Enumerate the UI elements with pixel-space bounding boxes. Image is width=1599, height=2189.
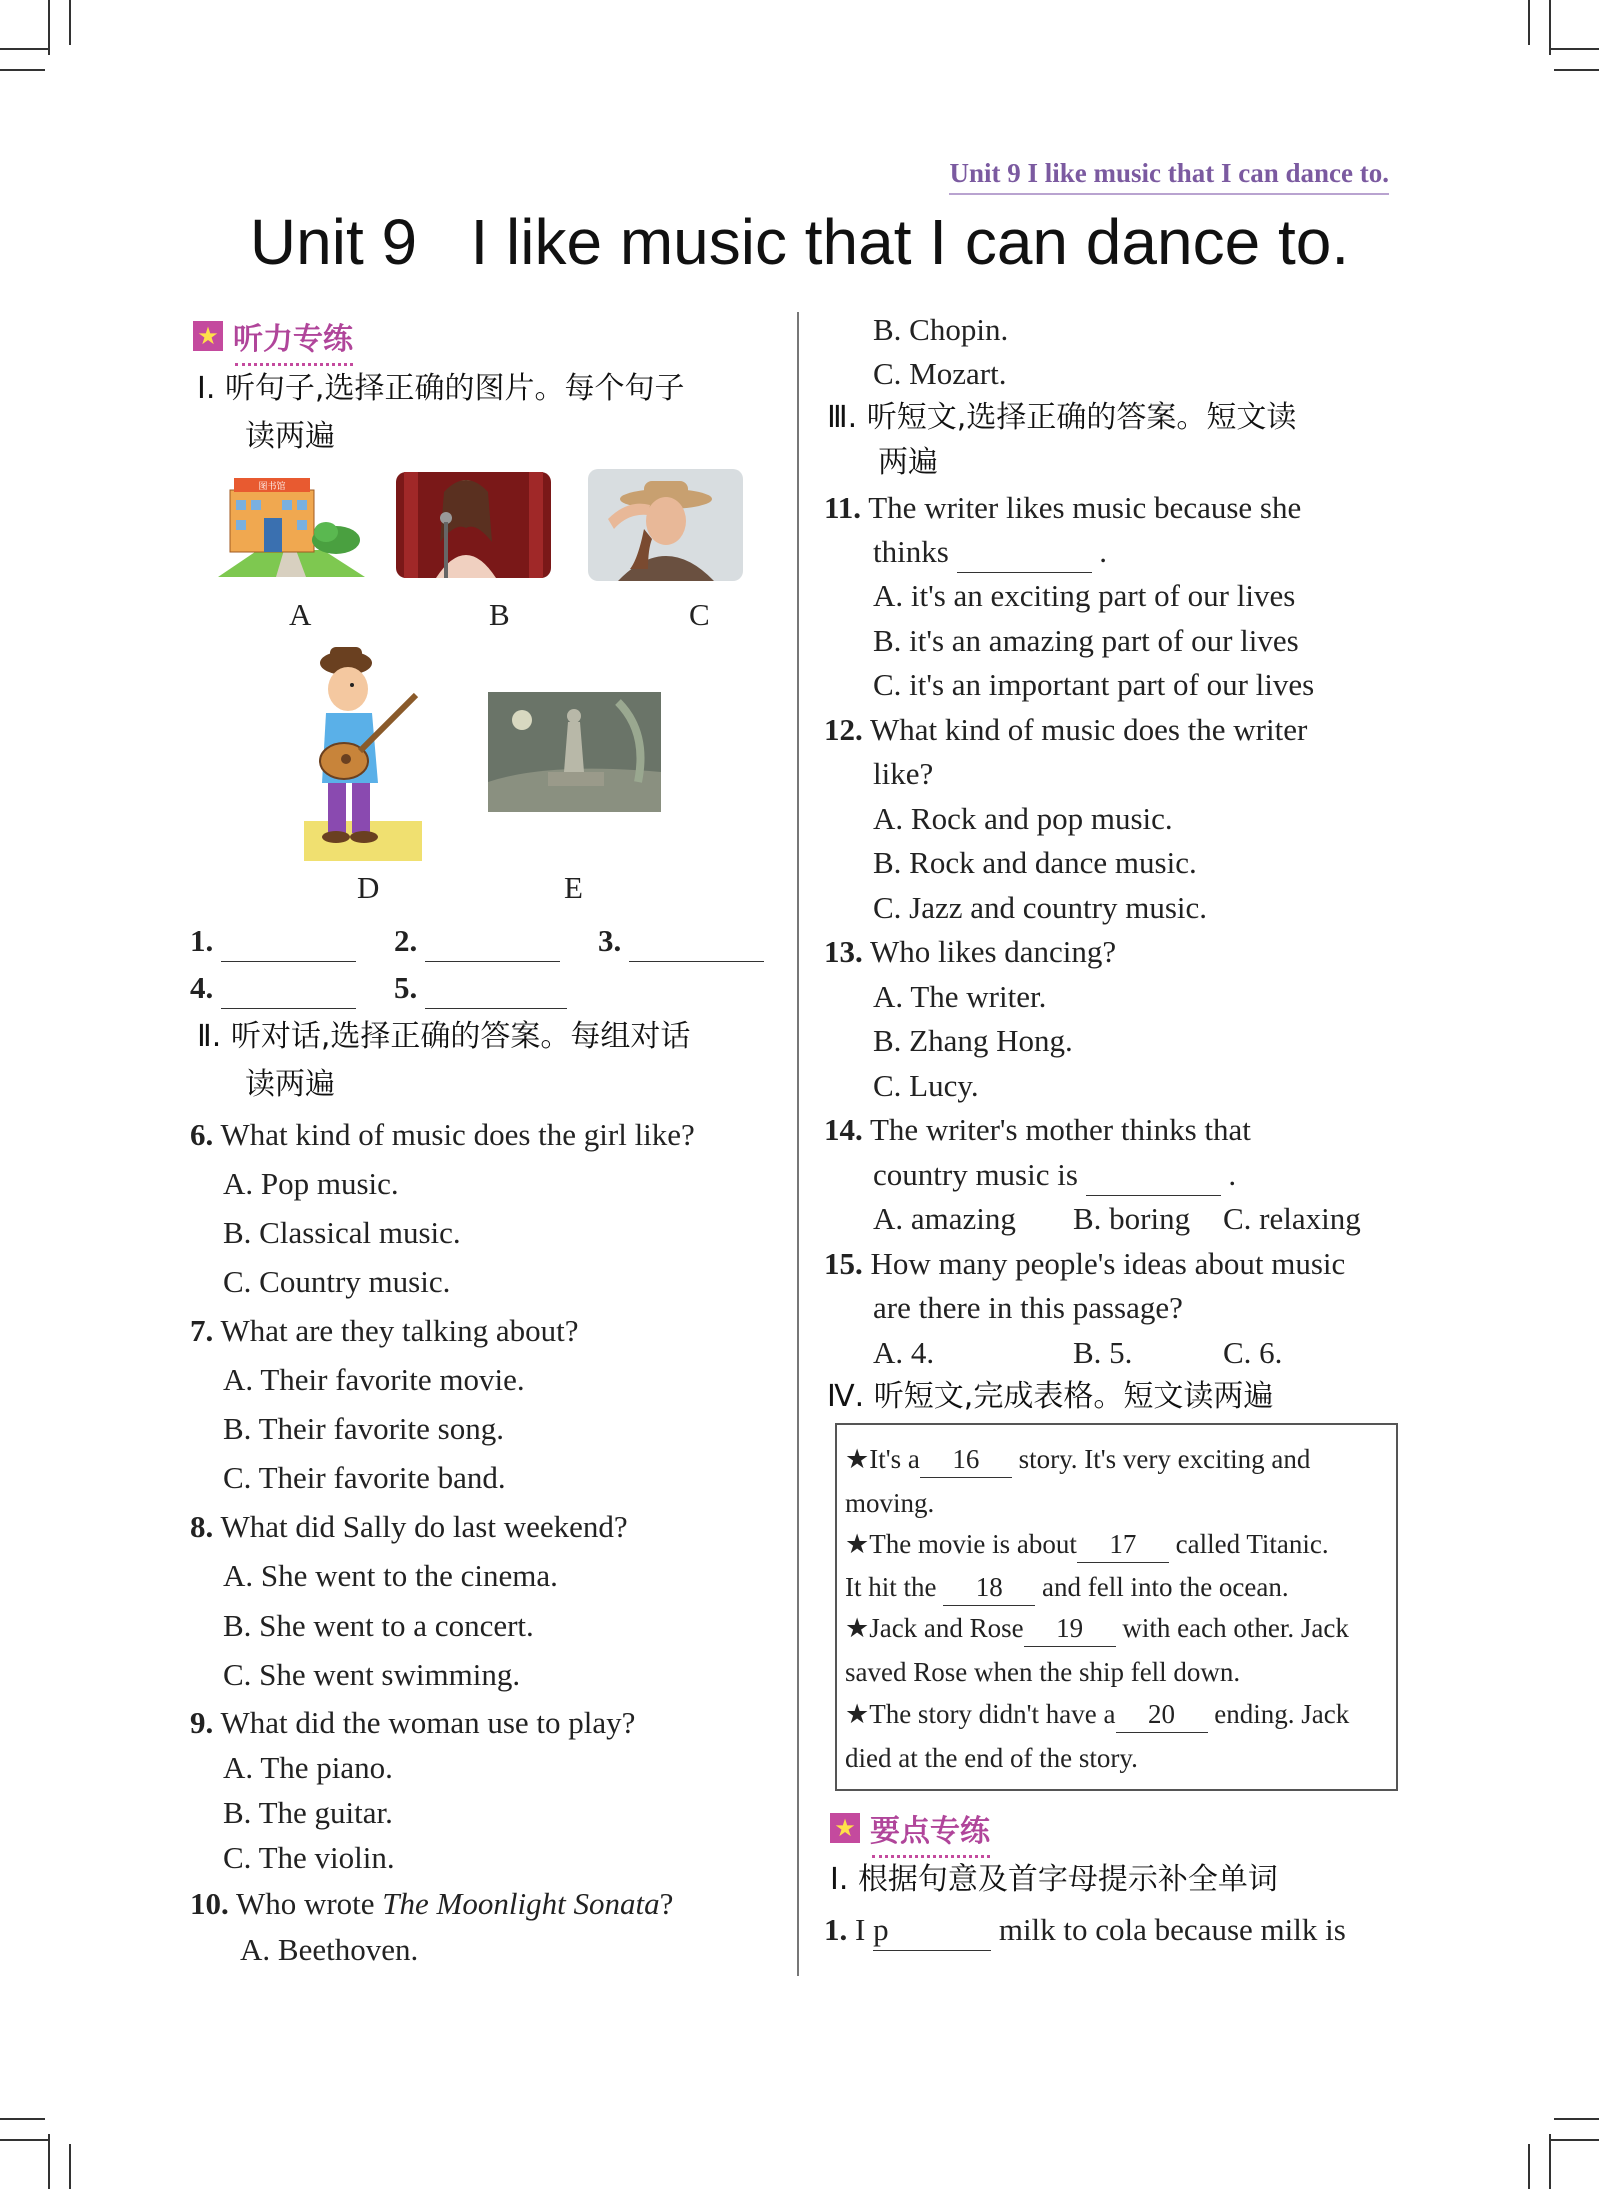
picture-label-b: B: [489, 597, 510, 632]
instruction: 听短文,选择正确的答案。短文读: [866, 400, 1297, 435]
instruction: 听对话,选择正确的答案。每组对话: [230, 1019, 691, 1054]
option[interactable]: A. The writer.: [873, 979, 1047, 1014]
answer-1: 1.: [190, 921, 356, 962]
question-8: 8. What did Sally do last weekend?: [190, 1509, 628, 1544]
picture-d-boy-guitar: [300, 643, 425, 861]
question-12: 12. What kind of music does the writer: [824, 712, 1308, 747]
roman-numeral: Ⅰ.: [197, 371, 216, 406]
crop-mark: [1528, 0, 1530, 45]
answer-4: 4.: [190, 968, 356, 1009]
question-9: 9. What did the woman use to play?: [190, 1705, 636, 1740]
question-11: 11. The writer likes music because she: [824, 490, 1302, 525]
running-header: Unit 9 I like music that I can dance to.: [949, 158, 1389, 195]
option[interactable]: B. Classical music.: [223, 1215, 461, 1250]
crop-mark: [1554, 69, 1599, 71]
option[interactable]: C. She went swimming.: [223, 1657, 521, 1692]
part3-heading: [827, 395, 1296, 441]
question-6: 6. What kind of music does the girl like?: [190, 1117, 695, 1152]
option[interactable]: A. Rock and pop music.: [873, 801, 1173, 836]
points-question-1: 1. I p milk to cola because milk is: [824, 1910, 1346, 1951]
option[interactable]: C. it's an important part of our lives: [873, 667, 1315, 702]
picture-label-e: E: [564, 870, 583, 905]
section-title: 听力专练: [233, 322, 353, 357]
part4-heading: [827, 1374, 1273, 1420]
answer-blank[interactable]: [957, 532, 1092, 573]
question-14: 14. The writer's mother thinks that: [824, 1112, 1251, 1147]
crop-mark: [48, 0, 50, 55]
crop-mark: [0, 69, 45, 71]
crop-mark: [1551, 48, 1599, 50]
table-row-20: ★The story didn't have a 20 ending. Jack: [845, 1696, 1349, 1733]
star-icon: ★: [830, 1813, 860, 1843]
points-part1-heading: [830, 1857, 1278, 1903]
section-heading-points: [830, 1806, 990, 1850]
answer-blank[interactable]: [425, 968, 567, 1009]
picture-label-a: A: [289, 597, 312, 632]
answer-blank[interactable]: p: [873, 1910, 991, 1951]
answer-2: 2.: [394, 921, 560, 962]
crop-mark: [69, 0, 71, 45]
table-row-16: ★It's a 16 story. It's very exciting and: [845, 1441, 1310, 1478]
picture-a-library: [218, 472, 365, 577]
answer-5: 5.: [394, 968, 567, 1009]
part1-heading-cont: 读两遍: [245, 419, 335, 454]
fill-in-table: [835, 1423, 1398, 1791]
option[interactable]: C. Country music.: [223, 1264, 451, 1299]
question-14-cont: country music is .: [873, 1155, 1236, 1196]
option[interactable]: C. The violin.: [223, 1840, 395, 1875]
option[interactable]: C. Mozart.: [873, 356, 1007, 391]
table-row-19: ★Jack and Rose 19 with each other. Jack: [845, 1610, 1349, 1647]
option[interactable]: A. Beethoven.: [240, 1932, 419, 1967]
option[interactable]: B. Rock and dance music.: [873, 845, 1197, 880]
answer-blank-17[interactable]: 17: [1077, 1526, 1169, 1563]
answer-blank[interactable]: [221, 968, 356, 1009]
roman-numeral: Ⅱ.: [197, 1019, 222, 1054]
option[interactable]: B. boring: [1073, 1201, 1191, 1236]
section-heading-listening: [193, 314, 353, 358]
answer-blank-19[interactable]: 19: [1024, 1610, 1116, 1647]
table-row-17-cont: It hit the 18 and fell into the ocean.: [845, 1569, 1289, 1606]
option[interactable]: A. The piano.: [223, 1750, 393, 1785]
roman-numeral: Ⅲ.: [827, 400, 858, 435]
answer-blank[interactable]: [221, 921, 356, 962]
roman-numeral: Ⅰ.: [830, 1862, 849, 1897]
answer-blank-18[interactable]: 18: [943, 1569, 1035, 1606]
part2-heading: [197, 1014, 690, 1060]
crop-mark: [0, 2139, 48, 2141]
table-row-19-cont: saved Rose when the ship fell down.: [845, 1657, 1241, 1687]
section-title: 要点专练: [870, 1814, 990, 1849]
part1-heading: [197, 366, 684, 412]
crop-mark: [1549, 2134, 1551, 2189]
column-divider: [797, 312, 799, 1976]
question-15-cont: are there in this passage?: [873, 1290, 1183, 1325]
option[interactable]: A. Pop music.: [223, 1166, 399, 1201]
crop-mark: [1554, 2118, 1599, 2120]
table-row-20-cont: died at the end of the story.: [845, 1743, 1138, 1773]
option[interactable]: A. Their favorite movie.: [223, 1362, 525, 1397]
question-10: 10. Who wrote The Moonlight Sonata?: [190, 1886, 674, 1921]
roman-numeral: Ⅳ.: [827, 1379, 865, 1414]
table-row-17: ★The movie is about 17 called Titanic.: [845, 1526, 1329, 1563]
star-icon: ★: [193, 321, 223, 351]
option[interactable]: A. it's an exciting part of our lives: [873, 578, 1296, 613]
option[interactable]: B. 5.: [1073, 1335, 1133, 1370]
picture-e-statue: [488, 692, 661, 812]
option[interactable]: B. Their favorite song.: [223, 1411, 504, 1446]
crop-mark: [0, 48, 48, 50]
part3-heading-cont: 两遍: [878, 445, 938, 480]
instruction: 根据句意及首字母提示补全单词: [857, 1862, 1278, 1897]
picture-label-c: C: [689, 597, 710, 632]
crop-mark: [48, 2134, 50, 2189]
question-15: 15. How many people's ideas about music: [824, 1246, 1346, 1281]
option[interactable]: B. it's an amazing part of our lives: [873, 623, 1299, 658]
answer-blank[interactable]: [425, 921, 560, 962]
option[interactable]: B. Chopin.: [873, 312, 1009, 347]
option[interactable]: B. Zhang Hong.: [873, 1023, 1073, 1058]
question-7: 7. What are they talking about?: [190, 1313, 579, 1348]
answer-blank[interactable]: [629, 921, 764, 962]
svg-text:图书馆: 图书馆: [258, 482, 286, 492]
page-title: Unit 9 I like music that I can dance to.: [249, 206, 1350, 278]
option[interactable]: C. relaxing: [1223, 1201, 1361, 1236]
answer-blank-16[interactable]: 16: [920, 1441, 1012, 1478]
option[interactable]: C. Jazz and country music.: [873, 890, 1208, 925]
option[interactable]: C. 6.: [1223, 1335, 1283, 1370]
instruction: 听短文,完成表格。短文读两遍: [873, 1379, 1274, 1414]
crop-mark: [1549, 0, 1551, 55]
table-row-16-cont: moving.: [845, 1488, 935, 1518]
option[interactable]: C. Lucy.: [873, 1068, 979, 1103]
option[interactable]: A. She went to the cinema.: [223, 1558, 558, 1593]
question-11-cont: thinks .: [873, 532, 1107, 573]
crop-mark: [1528, 2144, 1530, 2189]
option[interactable]: B. The guitar.: [223, 1795, 393, 1830]
picture-b-singer: [396, 472, 551, 578]
option[interactable]: C. Their favorite band.: [223, 1460, 506, 1495]
picture-label-d: D: [357, 870, 380, 905]
answer-3: 3.: [598, 921, 764, 962]
part2-heading-cont: 读两遍: [245, 1067, 335, 1102]
question-12-cont: like?: [873, 756, 934, 791]
instruction: 听句子,选择正确的图片。每个句子: [224, 371, 685, 406]
picture-c-woman-hat: [588, 469, 743, 581]
question-13: 13. Who likes dancing?: [824, 934, 1117, 969]
crop-mark: [69, 2144, 71, 2189]
option[interactable]: A. amazing: [873, 1201, 1016, 1236]
answer-blank[interactable]: [1086, 1155, 1221, 1196]
answer-blank-20[interactable]: 20: [1116, 1696, 1208, 1733]
crop-mark: [1551, 2139, 1599, 2141]
option[interactable]: A. 4.: [873, 1335, 935, 1370]
option[interactable]: B. She went to a concert.: [223, 1608, 534, 1643]
crop-mark: [0, 2118, 45, 2120]
